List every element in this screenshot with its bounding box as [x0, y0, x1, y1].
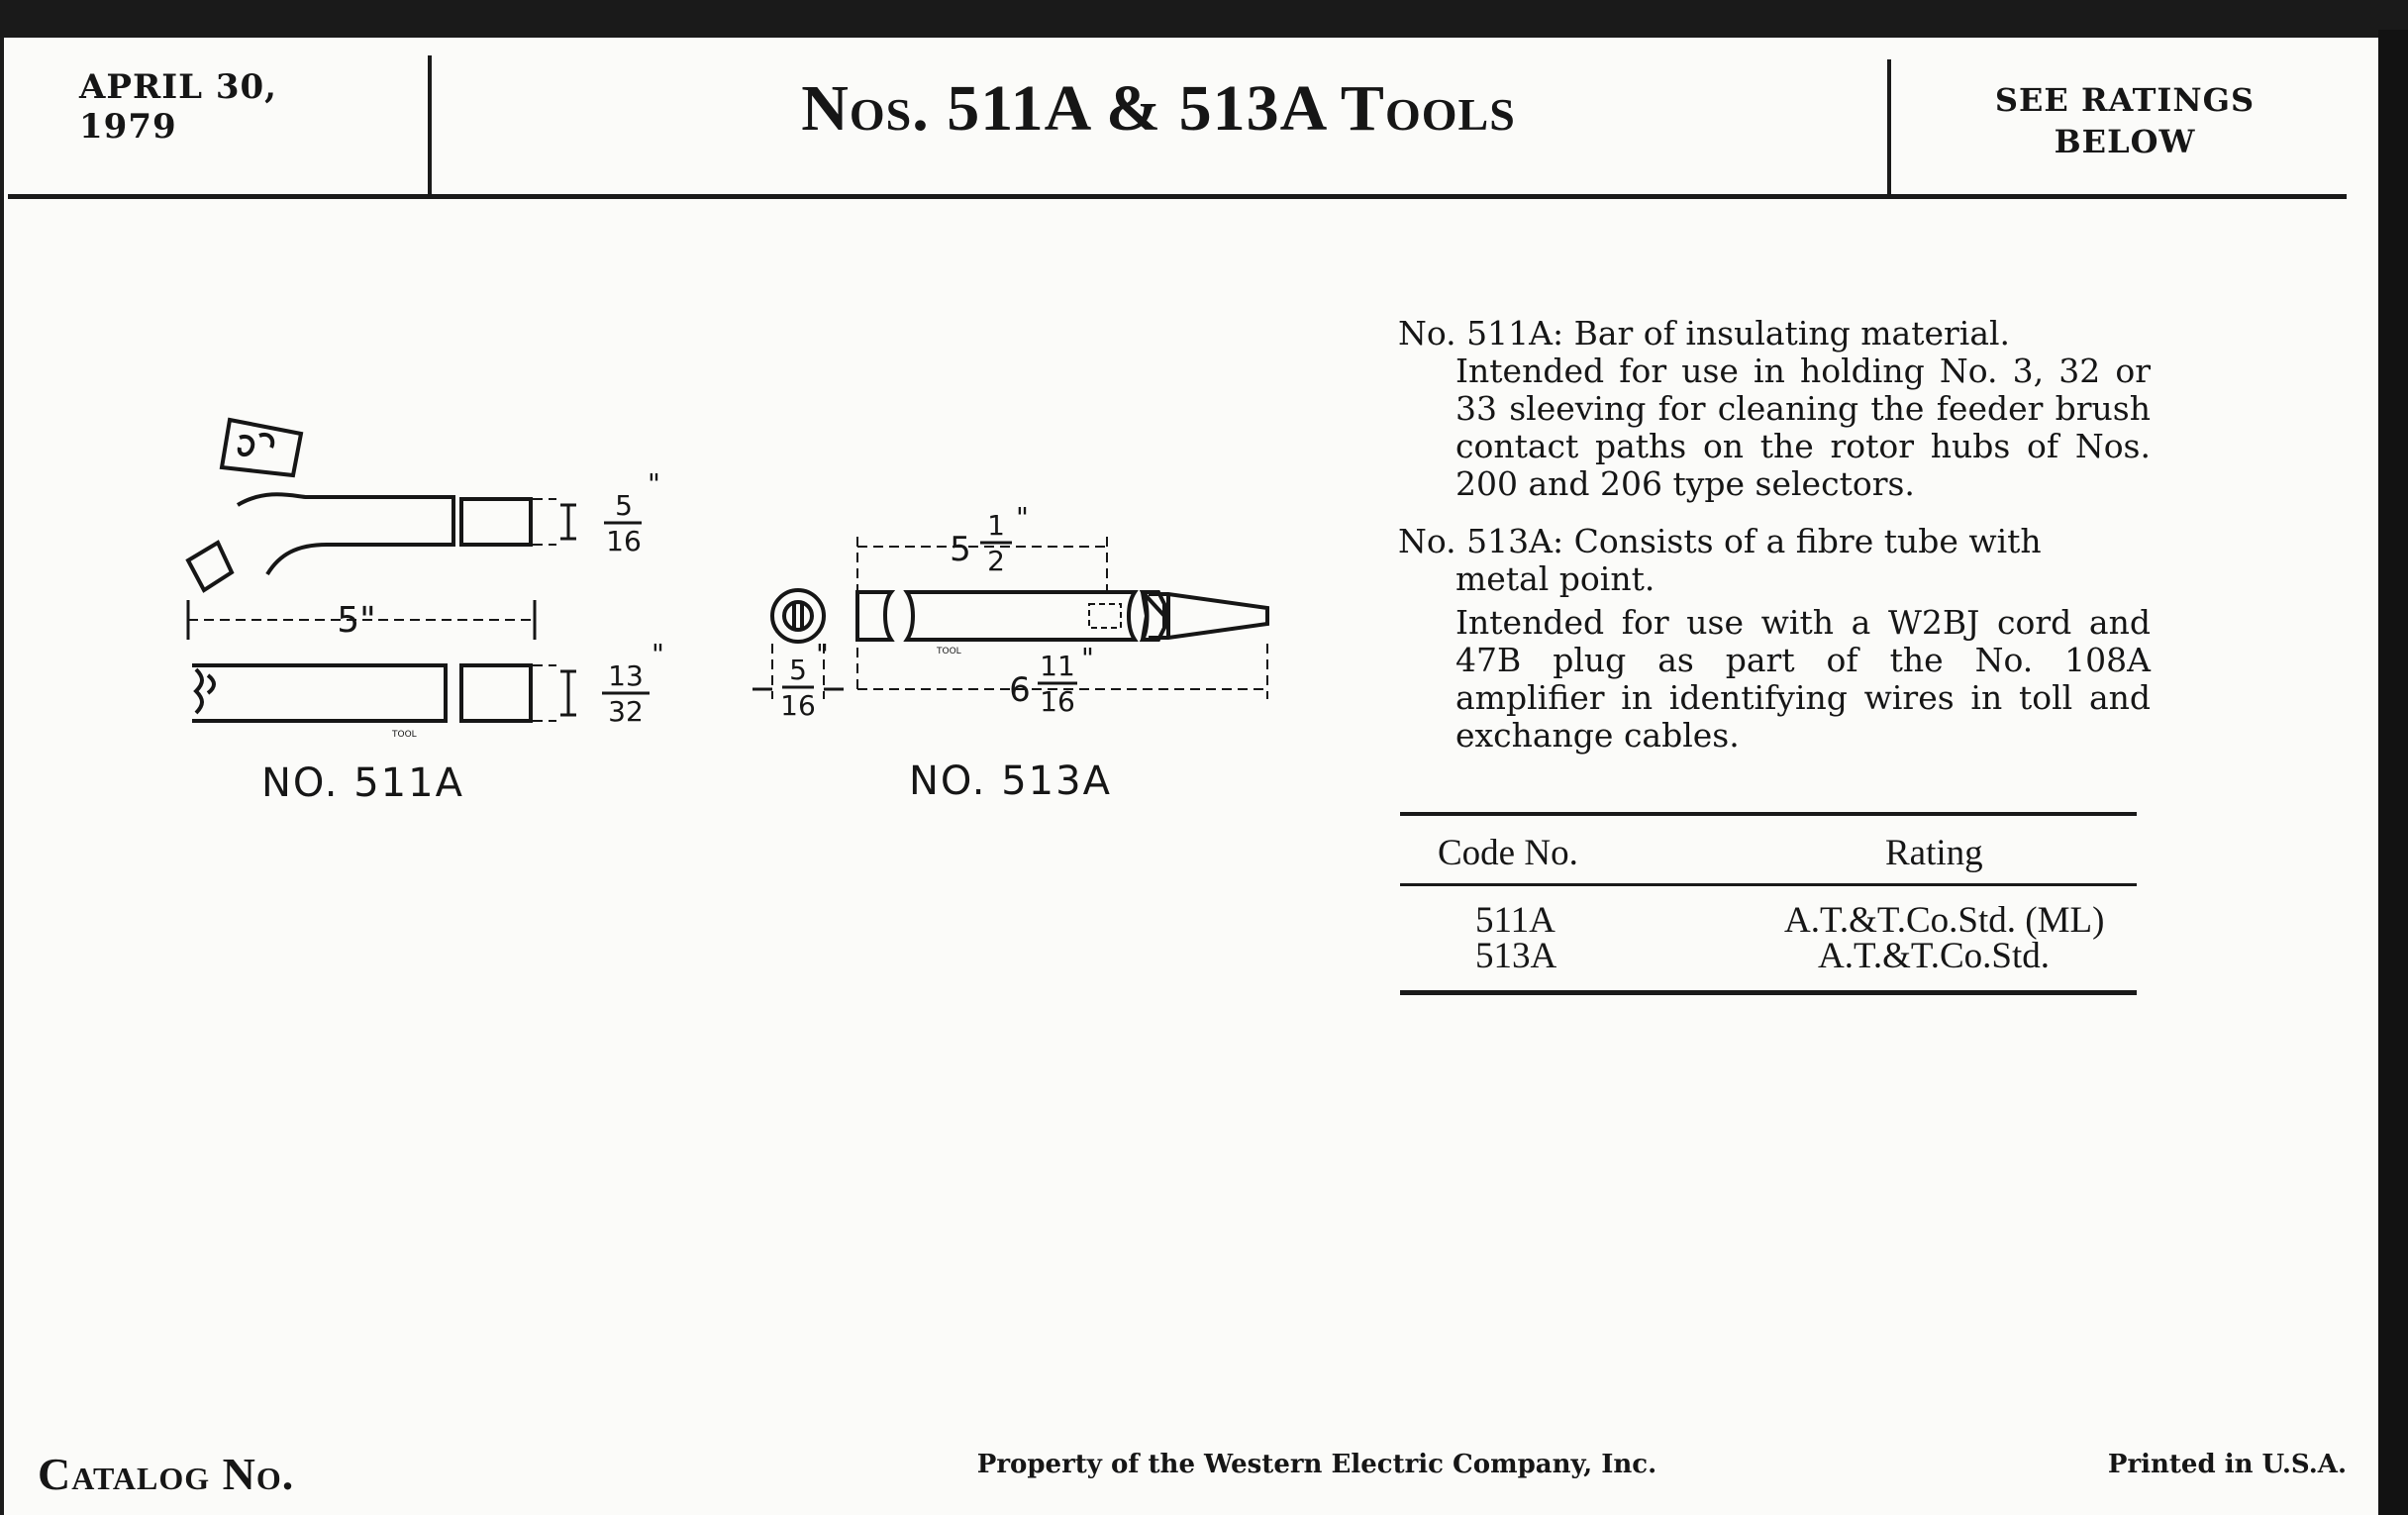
tool-513a-drawing: [743, 505, 1297, 743]
scan-border-top: [0, 0, 2408, 38]
desc-513a-heading: No. 513A: Consists of a fibre tube with: [1398, 522, 2042, 560]
dim-511a-bottom-den: 32: [608, 695, 644, 728]
dim-511a-top-num: 5: [615, 489, 633, 522]
svg-text:": ": [1081, 642, 1094, 674]
dim-513a-bottom-num: 11: [1040, 650, 1075, 682]
table-cell-code: 511A: [1475, 900, 1555, 941]
dim-513a-dia-den: 16: [780, 689, 816, 722]
dim-513a-top-num: 1: [987, 509, 1005, 542]
table-bottom-rule: [1400, 990, 2137, 995]
stamp-513a: TOOL: [937, 647, 961, 656]
svg-text:": ": [648, 467, 660, 500]
dim-513a-top-whole: 5: [950, 530, 971, 569]
header-divider-left: [428, 55, 432, 196]
dim-513a-bottom-whole: 6: [1009, 670, 1031, 710]
desc-511a-body: Intended for use in holding No. 3, 32 or 33 sleeving for cleaning the feeder brush contact paths on the rotor hubs of Nos. 200 and 206 type selectors.: [1455, 352, 2151, 503]
dim-513a-dia-num: 5: [789, 654, 807, 686]
table-top-rule: [1400, 812, 2137, 816]
col-header-rating: Rating: [1885, 833, 1983, 873]
caption-513a: NO. 513A: [909, 758, 1112, 804]
tool-511a-drawing: [168, 406, 703, 743]
stamp-511a: TOOL: [392, 730, 417, 740]
catalog-number-label: Catalog No.: [38, 1449, 295, 1499]
desc-511a-heading: No. 511A: Bar of insulating material.: [1398, 314, 2011, 353]
table-cell-rating: A.T.&T.Co.Std.: [1818, 936, 2050, 976]
issue-date: APRIL 30, 1979: [79, 67, 278, 147]
dim-513a-top-den: 2: [987, 545, 1005, 577]
desc-513a-body: metal point.: [1455, 559, 1656, 598]
descriptions: [1398, 315, 2151, 755]
dim-511a-bottom-num: 13: [608, 659, 644, 692]
dim-513a-bottom-den: 16: [1040, 685, 1075, 718]
table-header-rule: [1400, 883, 2137, 886]
page-title: Nos. 511A & 513A Tools: [801, 72, 1516, 145]
ratings-note-line1: SEE RATINGS: [1994, 81, 2256, 119]
svg-text:": ": [816, 638, 829, 670]
header-rule: [8, 194, 2347, 199]
table-cell-rating: A.T.&T.Co.Std. (ML): [1784, 900, 2105, 941]
dim-511a-top-den: 16: [606, 525, 642, 557]
ratings-note-line2: BELOW: [2054, 123, 2196, 160]
svg-text:": ": [1016, 505, 1029, 534]
svg-text:": ": [652, 638, 664, 670]
printed-in: Printed in U.S.A.: [2107, 1450, 2347, 1479]
dim-511a-length: 5": [337, 600, 376, 641]
scan-border-right: [2378, 30, 2408, 1515]
ratings-note: [1897, 79, 2353, 162]
property-notice: Property of the Western Electric Company, Inc.: [976, 1450, 1657, 1479]
header-divider-right: [1887, 59, 1891, 196]
desc-513a-body2: Intended for use with a W2BJ cord and 47B plug as part of the No. 108A amplifier in identifying wires in toll and exchange cables.: [1455, 603, 2151, 755]
col-header-code: Code No.: [1438, 833, 1578, 873]
table-cell-code: 513A: [1475, 936, 1557, 976]
caption-511a: NO. 511A: [261, 760, 464, 806]
